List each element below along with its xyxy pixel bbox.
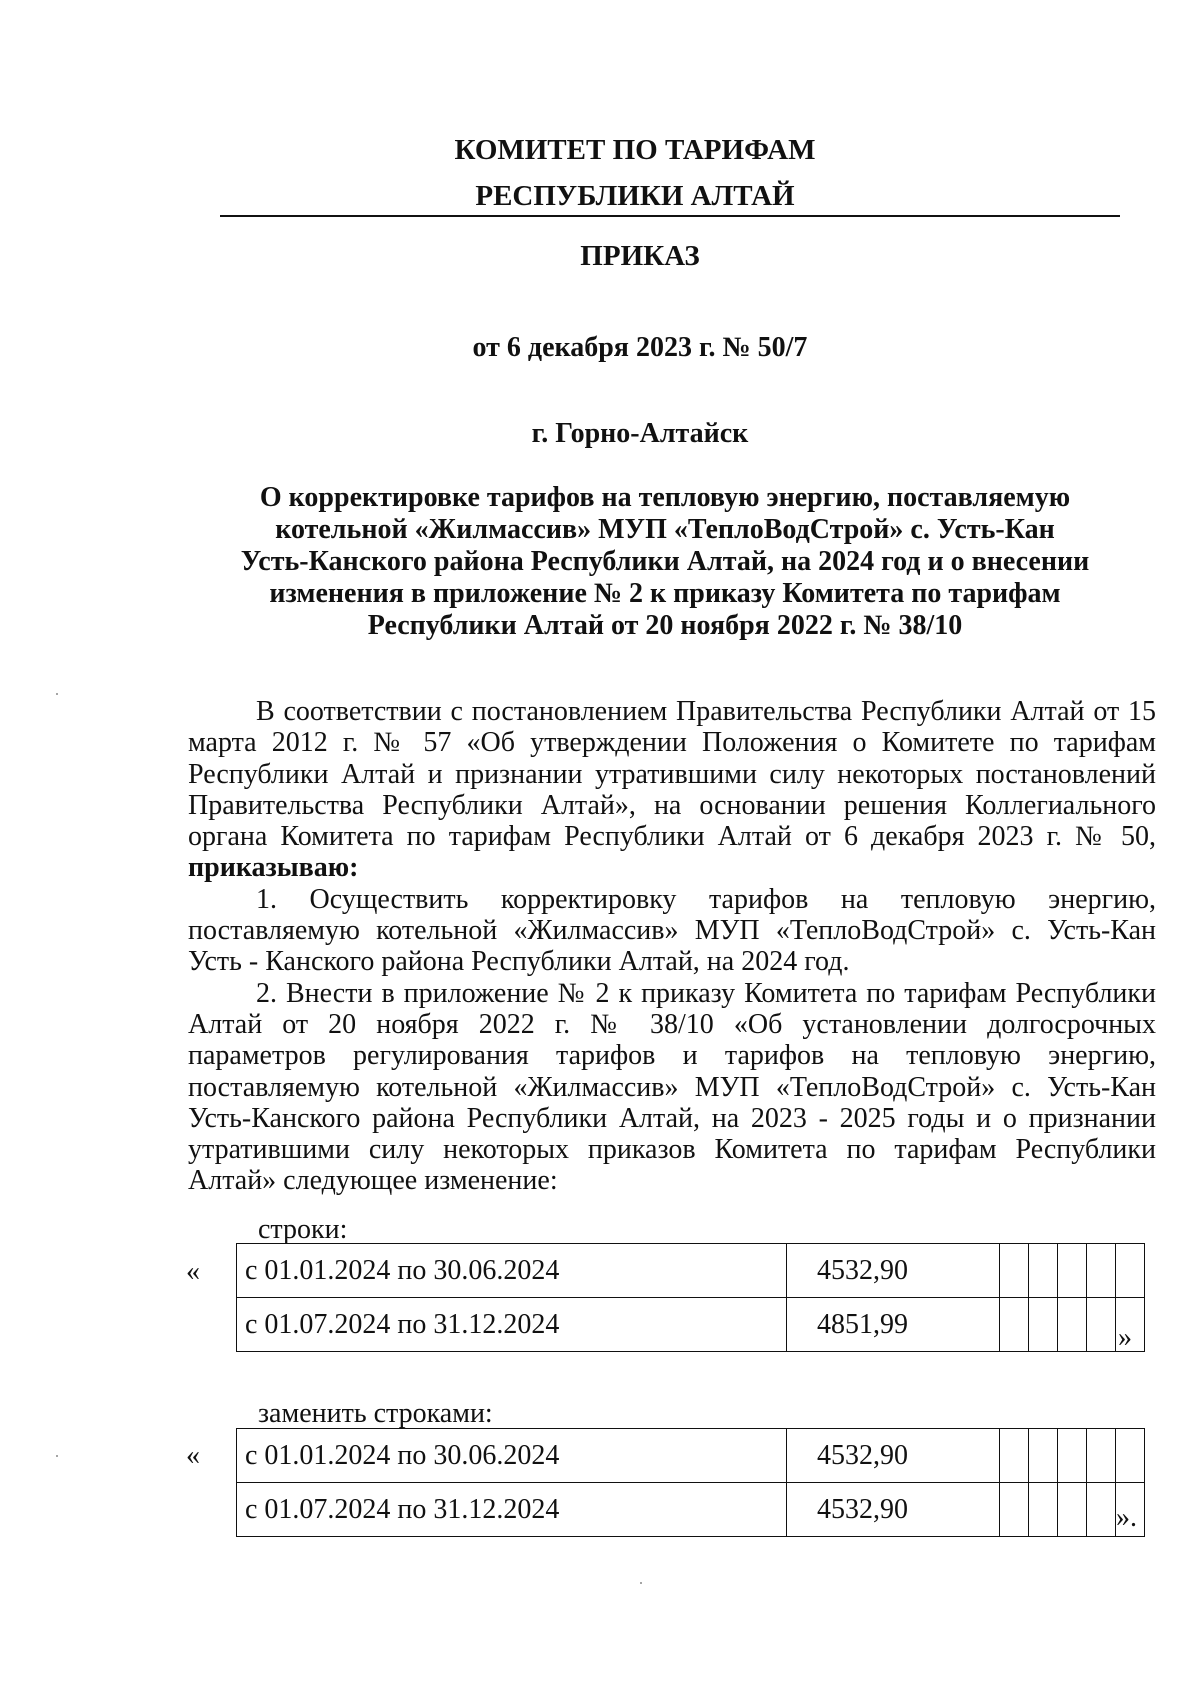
period-cell: с 01.01.2024 по 30.06.2024 bbox=[237, 1429, 787, 1483]
preamble-text: В соответствии с постановлением Правительства Республики Алтай от 15 марта 2012 г. № 57 «Об утверждении Положения о Комитете по тарифам Республики Алтай и признании утратившими силу некоторых постановлений Правительства Республики Алтай», на основании решения Коллегиального органа Комитета по тарифам Республики Алтай от 6 декабря 2023 г. № 50, bbox=[188, 696, 1156, 853]
table-row bbox=[237, 1483, 1145, 1537]
empty-cell bbox=[1000, 1244, 1029, 1298]
document-type: ПРИКАЗ bbox=[580, 240, 700, 272]
empty-cell bbox=[1000, 1483, 1029, 1537]
empty-cell bbox=[1029, 1298, 1058, 1352]
empty-cell bbox=[1029, 1244, 1058, 1298]
empty-cell bbox=[1058, 1483, 1087, 1537]
document-date-number: от 6 декабря 2023 г. № 50/7 bbox=[472, 332, 808, 363]
old-rows-close-quote: » bbox=[1118, 1322, 1132, 1353]
empty-cell bbox=[1058, 1244, 1087, 1298]
document-city: г. Горно-Алтайск bbox=[531, 418, 749, 449]
subject-line: О корректировке тарифов на тепловую энергию, поставляемую bbox=[259, 482, 1071, 513]
scan-speck bbox=[56, 693, 58, 695]
empty-cell bbox=[1058, 1429, 1087, 1483]
empty-cell bbox=[1029, 1483, 1058, 1537]
tariff-value-cell: 4851,99 bbox=[787, 1298, 1000, 1352]
preamble-paragraph bbox=[188, 696, 1156, 884]
period-cell: с 01.07.2024 по 31.12.2024 bbox=[237, 1483, 787, 1537]
table-row bbox=[237, 1429, 1145, 1483]
org-name-line1: КОМИТЕТ ПО ТАРИФАМ bbox=[454, 134, 816, 166]
new-rows-close-quote: ». bbox=[1116, 1502, 1137, 1533]
table-row bbox=[237, 1244, 1145, 1298]
empty-cell bbox=[1000, 1298, 1029, 1352]
org-name-line2: РЕСПУБЛИКИ АЛТАЙ bbox=[475, 180, 795, 212]
tariff-value-cell: 4532,90 bbox=[787, 1429, 1000, 1483]
scan-speck bbox=[56, 1455, 58, 1457]
empty-cell bbox=[1116, 1244, 1145, 1298]
header-divider bbox=[220, 215, 1120, 217]
item-1-paragraph: 1. Осуществить корректировку тарифов на тепловую энергию, поставляемую котельной «Жилмассив» МУП «ТеплоВодСтрой» с. Усть-Кан Усть - Канского района Республики Алтай, на 2024 год. bbox=[188, 883, 1156, 978]
subject-line: Республики Алтай от 20 ноября 2022 г. № 38/10 bbox=[367, 610, 963, 641]
scan-speck bbox=[640, 1582, 642, 1584]
period-cell: с 01.07.2024 по 31.12.2024 bbox=[237, 1298, 787, 1352]
tariff-value-cell: 4532,90 bbox=[787, 1483, 1000, 1537]
document-body bbox=[188, 696, 1156, 1197]
empty-cell bbox=[1087, 1298, 1116, 1352]
empty-cell bbox=[1087, 1244, 1116, 1298]
table-row bbox=[237, 1298, 1145, 1352]
empty-cell bbox=[1058, 1298, 1087, 1352]
document-subject bbox=[215, 482, 1115, 642]
old-rows-label: строки: bbox=[258, 1214, 348, 1245]
old-rows-open-quote: « bbox=[186, 1256, 200, 1287]
empty-cell bbox=[1116, 1429, 1145, 1483]
item-2-paragraph: 2. Внести в приложение № 2 к приказу Комитета по тарифам Республики Алтай от 20 ноября 2022 г. № 38/10 «Об установлении долгосрочных параметров регулирования тарифов и тарифов на тепловую энергию, поставляемую котельной «Жилмассив» МУП «ТеплоВодСтрой» с. Усть-Кан Усть-Канского района Республики Алтай, на 2023 - 2025 годы и о признании утратившими силу некоторых приказов Комитета по тарифам Республики Алтай» следующее изменение: bbox=[188, 977, 1156, 1197]
new-rows-open-quote: « bbox=[186, 1440, 200, 1471]
empty-cell bbox=[1000, 1429, 1029, 1483]
tariff-value-cell: 4532,90 bbox=[787, 1244, 1000, 1298]
new-rows-table bbox=[236, 1428, 1145, 1537]
preamble-decree: приказываю: bbox=[188, 852, 359, 884]
subject-line: котельной «Жилмассив» МУП «ТеплоВодСтрой» с. Усть-Кан bbox=[275, 514, 1055, 545]
empty-cell bbox=[1087, 1429, 1116, 1483]
empty-cell bbox=[1029, 1429, 1058, 1483]
old-rows-table bbox=[236, 1243, 1145, 1352]
subject-line: Усть-Канского района Республики Алтай, на 2024 год и о внесении bbox=[240, 546, 1090, 577]
new-rows-label: заменить строками: bbox=[258, 1398, 493, 1429]
period-cell: с 01.01.2024 по 30.06.2024 bbox=[237, 1244, 787, 1298]
subject-line: изменения в приложение № 2 к приказу Комитета по тарифам bbox=[269, 578, 1061, 609]
empty-cell bbox=[1087, 1483, 1116, 1537]
